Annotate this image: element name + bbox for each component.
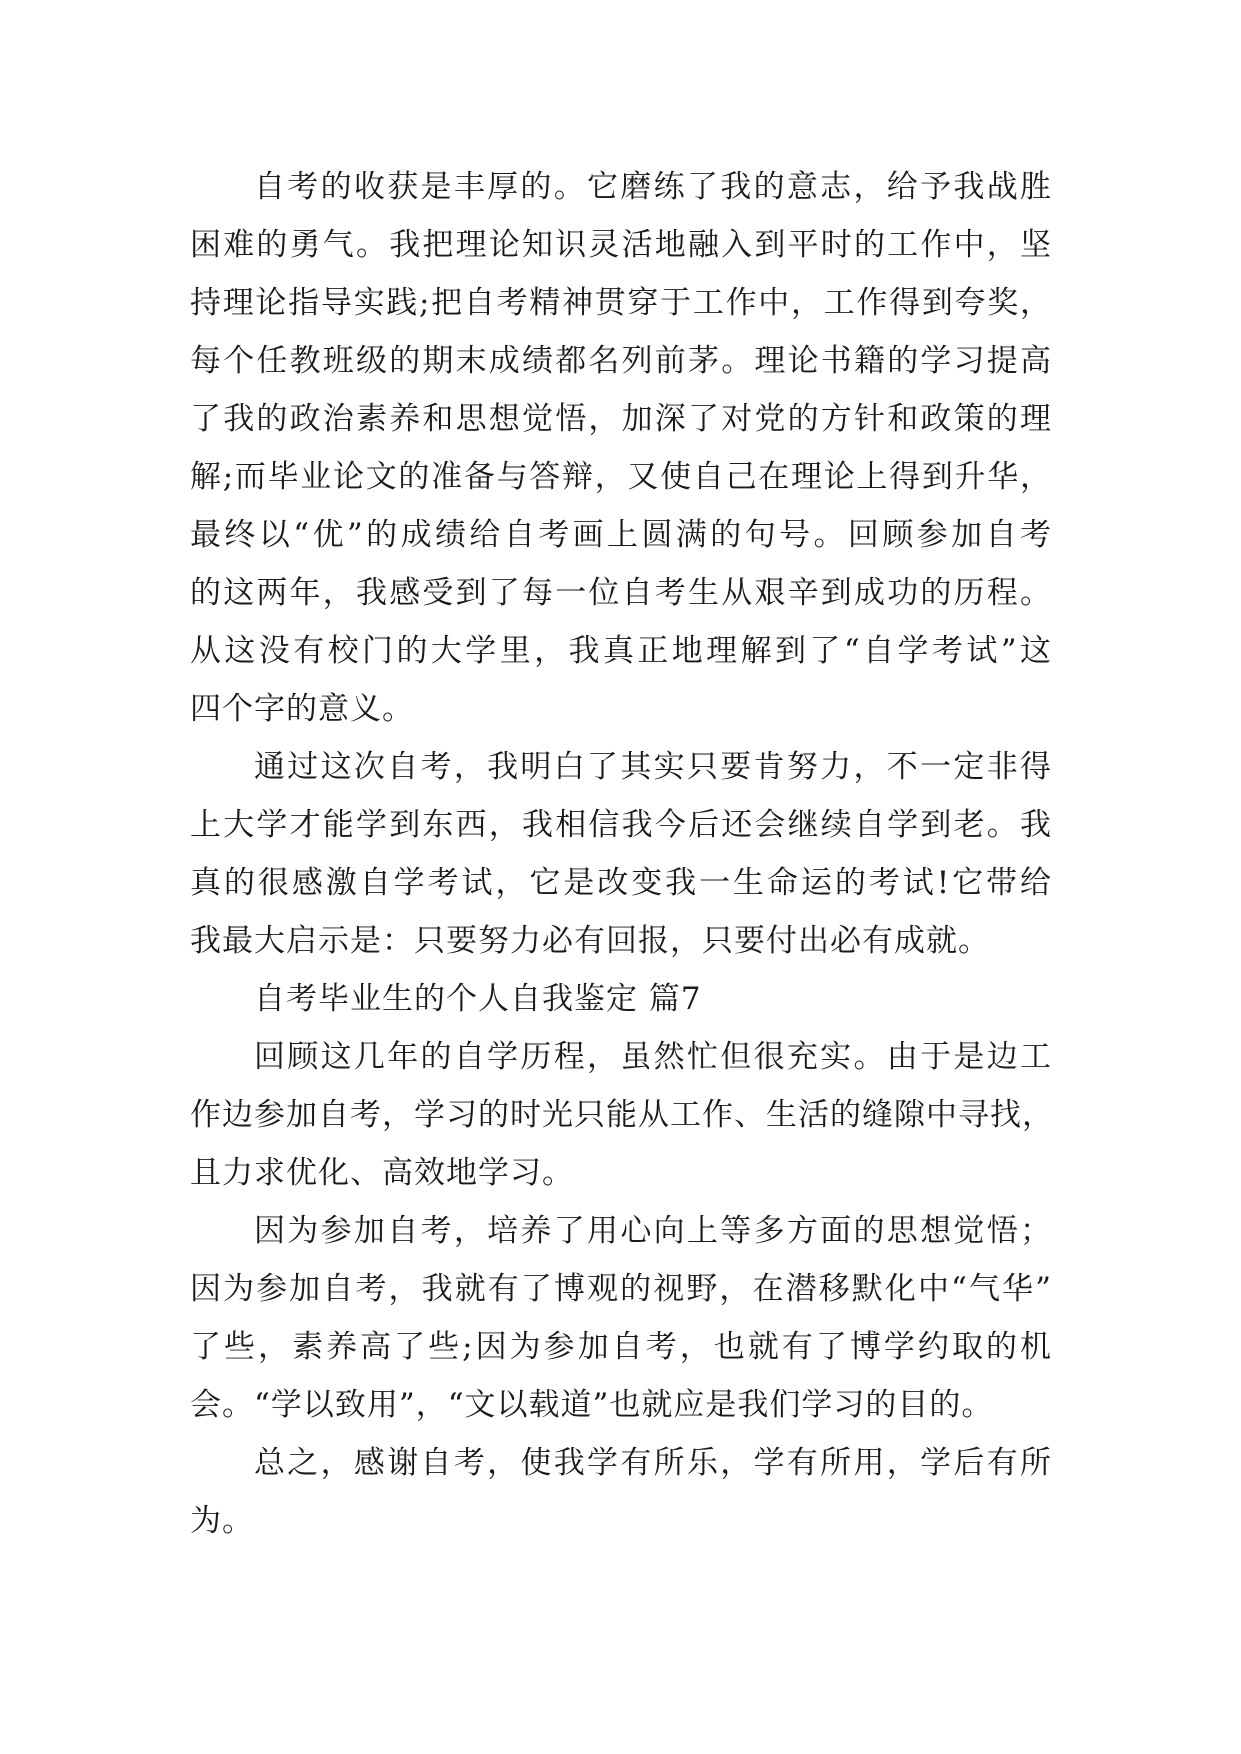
text-line: 从这没有校门的大学里，我真正地理解到了“自学考试”这 [190, 633, 1052, 669]
text-line: 自考的收获是丰厚的。它磨练了我的意志，给予我战胜 [254, 169, 1052, 205]
text-line: 最终以“优”的成绩给自考画上圆满的句号。回顾参加自考 [190, 517, 1052, 553]
paragraph-2 [190, 738, 1052, 970]
text-line: 且力求优化、高效地学习。 [190, 1155, 574, 1191]
text-line: 四个字的意义。 [190, 691, 414, 727]
text-line: 作边参加自考，学习的时光只能从工作、生活的缝隙中寻找， [190, 1097, 1054, 1133]
text-line: 困难的勇气。我把理论知识灵活地融入到平时的工作中，坚 [190, 227, 1052, 263]
paragraph-5 [190, 1434, 1052, 1550]
text-line: 的这两年，我感受到了每一位自考生从艰辛到成功的历程。 [190, 575, 1052, 611]
paragraph-4 [190, 1202, 1052, 1434]
section-heading [190, 970, 1052, 1028]
paragraph-1 [190, 158, 1052, 738]
text-line: 真的很感激自学考试，它是改变我一生命运的考试!它带给 [190, 865, 1052, 901]
text-line: 回顾这几年的自学历程，虽然忙但很充实。由于是边工 [254, 1039, 1052, 1075]
text-line: 通过这次自考，我明白了其实只要肯努力，不一定非得 [254, 749, 1052, 785]
text-line: 解;而毕业论文的准备与答辩，又使自己在理论上得到升华， [190, 459, 1052, 495]
text-line: 会。“学以致用”，“文以载道”也就应是我们学习的目的。 [190, 1387, 994, 1423]
text-line: 了些，素养高了些;因为参加自考，也就有了博学约取的机 [190, 1329, 1052, 1365]
text-line: 因为参加自考，我就有了博观的视野，在潜移默化中“气华” [190, 1271, 1052, 1307]
text-line: 上大学才能学到东西，我相信我今后还会继续自学到老。我 [190, 807, 1052, 843]
text-line: 因为参加自考，培养了用心向上等多方面的思想觉悟； [254, 1213, 1052, 1249]
text-line: 总之，感谢自考，使我学有所乐，学有所用，学后有所 [254, 1445, 1052, 1481]
text-line: 为。 [190, 1503, 254, 1539]
document-body [190, 158, 1052, 1550]
heading-line: 自考毕业生的个人自我鉴定 篇7 [254, 981, 702, 1017]
text-line: 持理论指导实践;把自考精神贯穿于工作中，工作得到夸奖， [190, 285, 1052, 321]
text-line: 了我的政治素养和思想觉悟，加深了对党的方针和政策的理 [190, 401, 1052, 437]
text-line: 我最大启示是：只要努力必有回报，只要付出必有成就。 [190, 923, 990, 959]
paragraph-3 [190, 1028, 1052, 1202]
text-line: 每个任教班级的期末成绩都名列前茅。理论书籍的学习提高 [190, 343, 1052, 379]
